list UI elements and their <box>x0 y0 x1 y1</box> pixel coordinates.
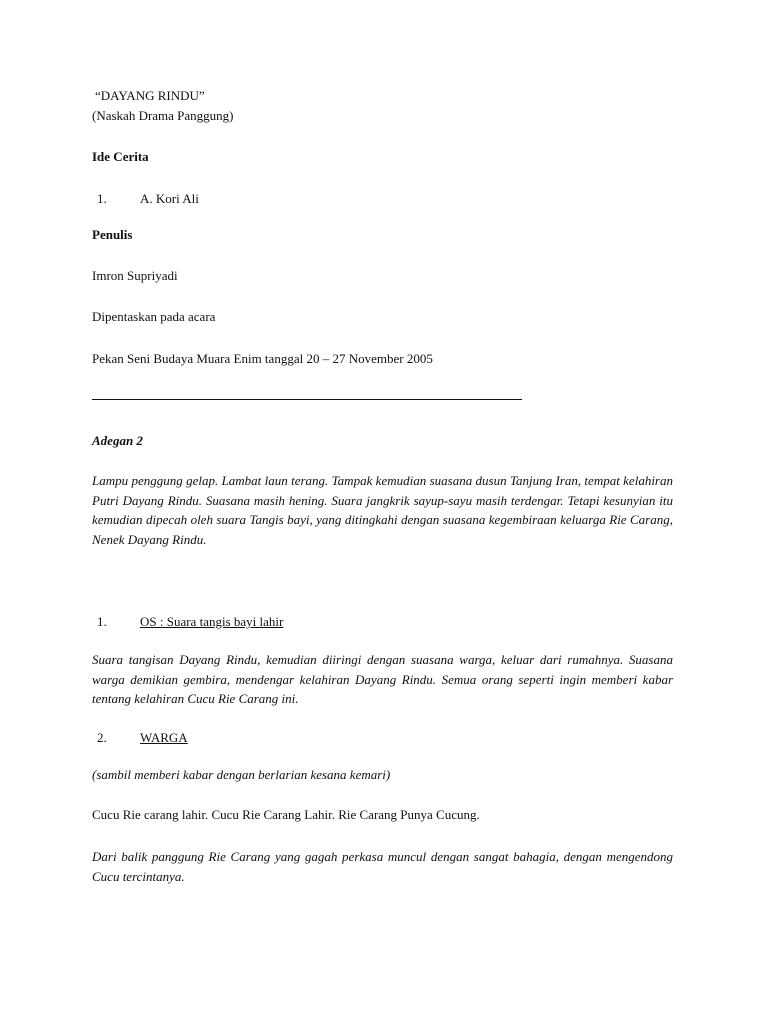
scene-item-heading: OS : Suara tangis bayi lahir <box>140 614 284 629</box>
stage-direction: (sambil memberi kabar dengan berlarian kesana kemari) <box>92 767 391 782</box>
scene-item-text: Dari balik panggung Rie Carang yang gagah perkasa muncul dengan sangat bahagia, dengan mengendong Cucu tercintanya. <box>92 849 673 884</box>
scene-item-number: 2. <box>97 730 107 745</box>
dialogue-line: Cucu Rie carang lahir. Cucu Rie Carang Lahir. Rie Carang Punya Cucung. <box>92 807 480 822</box>
scene-item-heading: WARGA <box>140 730 188 745</box>
penulis-heading: Penulis <box>92 227 133 242</box>
document-title: “DAYANG RINDU” <box>95 88 205 103</box>
scene-item-text: Suara tangisan Dayang Rindu, kemudian diiringi dengan suasana warga, keluar dari rumahnya. Suasana warga demikian gembira, mendengar kelahiran Dayang Rindu. Semua orang seperti ingin memberi kabar tentang kelahiran Cucu Rie Carang ini. <box>92 652 673 706</box>
ide-cerita-heading: Ide Cerita <box>92 149 149 164</box>
penulis-name: Imron Supriyadi <box>92 268 178 283</box>
adegan-heading: Adegan 2 <box>92 433 143 448</box>
document-subtitle: (Naskah Drama Panggung) <box>92 108 234 123</box>
event-detail: Pekan Seni Budaya Muara Enim tanggal 20 – 27 November 2005 <box>92 351 433 366</box>
separator-line <box>92 399 522 400</box>
ide-cerita-item-number: 1. <box>97 191 107 206</box>
event-label: Dipentaskan pada acara <box>92 309 216 324</box>
scene-item-number: 1. <box>97 614 107 629</box>
adegan-intro: Lampu penggung gelap. Lambat laun terang. Tampak kemudian suasana dusun Tanjung Iran, tempat kelahiran Putri Dayang Rindu. Suasana masih hening. Suara jangkrik sayup-sayu masih terdengar. Tetapi kesunyian itu kemudian dipecah oleh suara Tangis bayi, yang ditingkahi dengan suasana kegembiraan keluarga Rie Carang, Nenek Dayang Rindu. <box>92 473 673 547</box>
ide-cerita-item-text: A. Kori Ali <box>140 191 199 206</box>
